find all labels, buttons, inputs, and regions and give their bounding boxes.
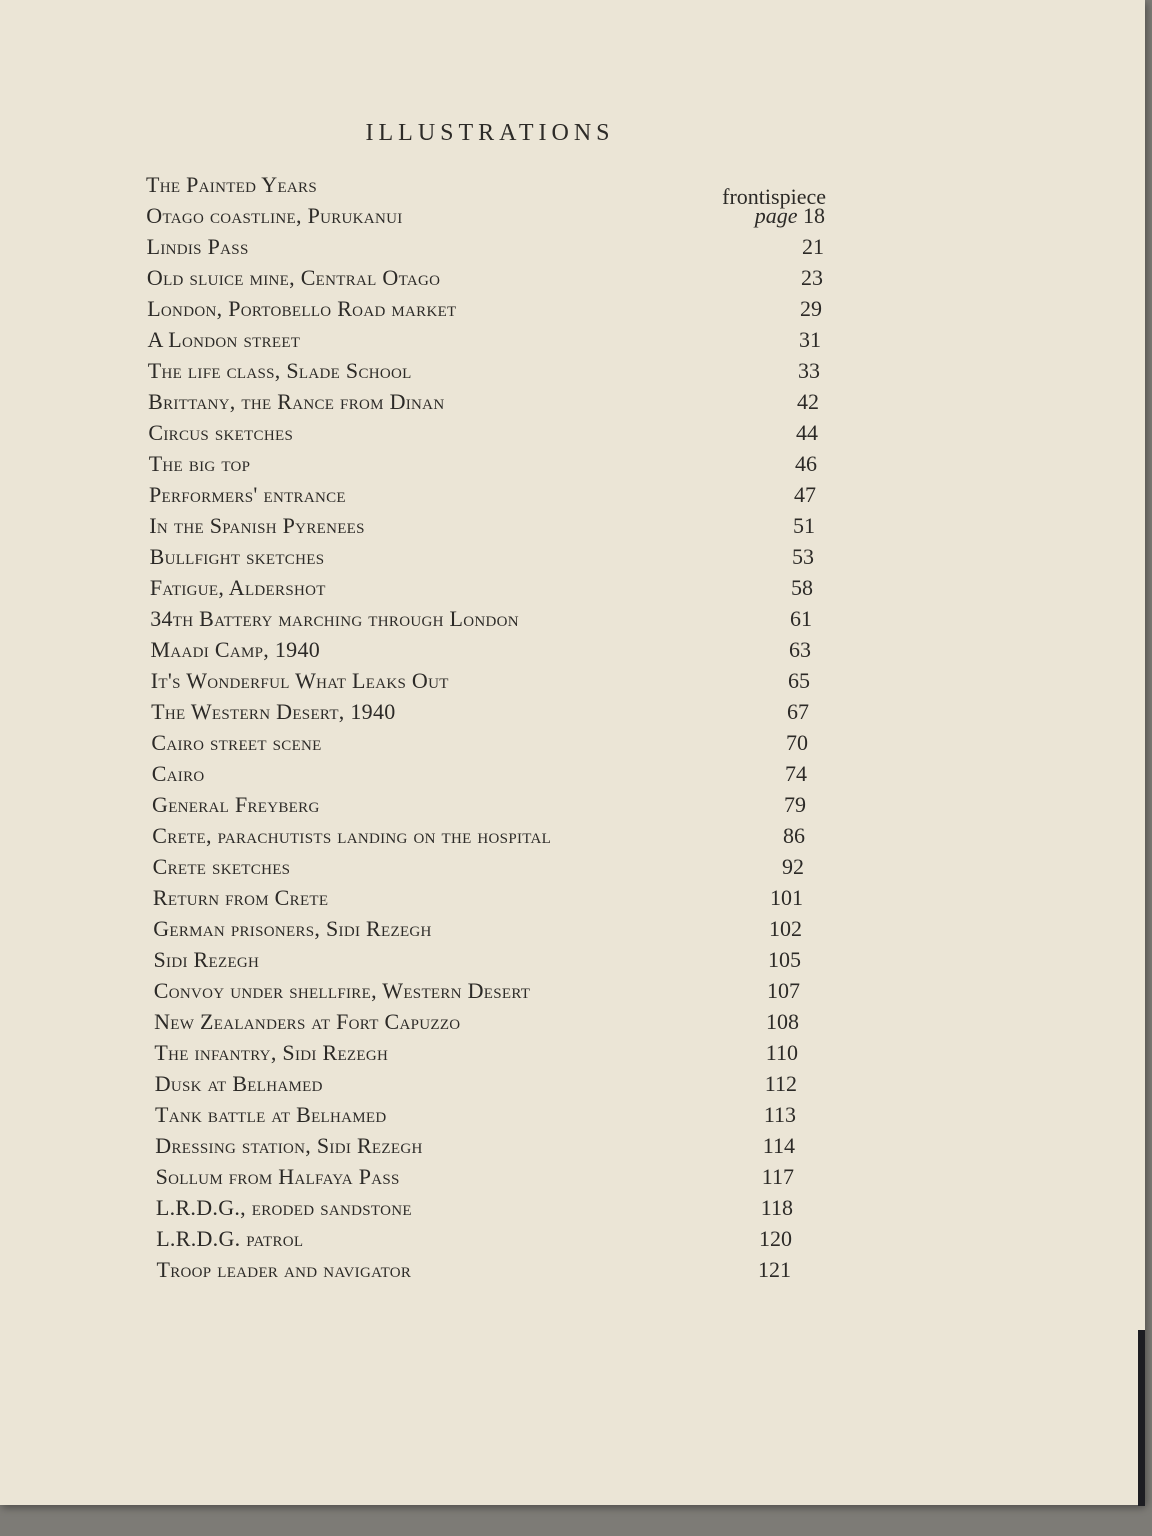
page-number: 86 bbox=[782, 823, 805, 848]
illustration-title: Crete, parachutists landing on the hospital bbox=[152, 823, 552, 848]
list-item bbox=[152, 792, 806, 822]
page-number: 47 bbox=[794, 482, 816, 507]
page-number: 113 bbox=[763, 1102, 796, 1127]
list-item bbox=[155, 1071, 797, 1101]
illustration-title: The big top bbox=[148, 451, 251, 476]
page-number: 107 bbox=[766, 978, 800, 1003]
page-number: 102 bbox=[768, 916, 802, 941]
illustration-title: Circus sketches bbox=[148, 420, 294, 445]
page-number: frontispiece bbox=[722, 184, 826, 209]
page-number: 63 bbox=[789, 637, 811, 662]
illustration-title: It's Wonderful What Leaks Out bbox=[150, 668, 449, 693]
page-number: 21 bbox=[801, 234, 824, 259]
list-item bbox=[154, 1009, 799, 1039]
list-item bbox=[146, 203, 825, 233]
page-number: 121 bbox=[758, 1257, 791, 1282]
illustration-title: New Zealanders at Fort Capuzzo bbox=[154, 1009, 461, 1034]
illustration-title: Cairo bbox=[151, 761, 205, 786]
illustration-title: London, Portobello Road market bbox=[147, 296, 457, 321]
illustration-title: 34th Battery marching through London bbox=[150, 606, 519, 631]
list-item bbox=[150, 575, 813, 605]
illustration-title: Sidi Rezegh bbox=[153, 947, 260, 972]
list-item bbox=[151, 730, 808, 760]
illustration-title: Tank battle at Belhamed bbox=[155, 1102, 387, 1127]
page-number: 114 bbox=[762, 1133, 795, 1158]
page-number: 117 bbox=[761, 1164, 794, 1189]
page-number: 105 bbox=[768, 947, 801, 972]
illustration-title: L.R.D.G. patrol bbox=[156, 1226, 304, 1251]
illustration-title: In the Spanish Pyrenees bbox=[149, 513, 365, 538]
page-number: 101 bbox=[769, 885, 803, 910]
page-number: 79 bbox=[784, 792, 806, 817]
illustration-title: Old sluice mine, Central Otago bbox=[146, 265, 441, 290]
list-item bbox=[152, 761, 807, 791]
page-number: 31 bbox=[799, 327, 821, 352]
list-item bbox=[150, 544, 814, 574]
list-item bbox=[155, 1133, 795, 1163]
illustration-title: Fatigue, Aldershot bbox=[149, 575, 326, 600]
page-number: 112 bbox=[764, 1071, 797, 1096]
illustration-title: Dusk at Belhamed bbox=[154, 1071, 323, 1096]
illustration-title: Crete sketches bbox=[152, 854, 291, 879]
page-number: 23 bbox=[800, 265, 823, 290]
page-number: 110 bbox=[765, 1040, 798, 1065]
illustration-title: Troop leader and navigator bbox=[156, 1257, 412, 1282]
list-item bbox=[147, 265, 823, 295]
page-number: 65 bbox=[787, 668, 810, 693]
list-item bbox=[153, 854, 804, 884]
illustration-title: L.R.D.G., eroded sandstone bbox=[155, 1195, 412, 1220]
cover-edge bbox=[1138, 1330, 1145, 1506]
list-item bbox=[154, 1040, 798, 1070]
page-number: 33 bbox=[797, 358, 820, 383]
illustration-title: German prisoners, Sidi Rezegh bbox=[153, 916, 432, 941]
page-number: 120 bbox=[758, 1226, 792, 1251]
illustration-title: The life class, Slade School bbox=[147, 358, 412, 383]
page-number: 51 bbox=[792, 513, 815, 538]
list-item bbox=[151, 699, 809, 729]
page-number: 44 bbox=[795, 420, 818, 445]
list-item bbox=[149, 451, 817, 481]
list-item bbox=[148, 420, 818, 450]
page-number: 92 bbox=[781, 854, 804, 879]
list-item bbox=[148, 358, 820, 388]
page-number: 53 bbox=[791, 544, 814, 569]
list-item bbox=[151, 668, 810, 698]
list-item bbox=[154, 978, 800, 1008]
list-item bbox=[152, 823, 805, 853]
list-item bbox=[150, 606, 812, 636]
list-item bbox=[148, 327, 822, 357]
list-item bbox=[149, 482, 816, 512]
illustration-title: Convoy under shellfire, Western Desert bbox=[153, 978, 531, 1003]
illustration-title: Sollum from Halfaya Pass bbox=[155, 1164, 400, 1189]
page-number: 70 bbox=[785, 730, 808, 755]
page-number: 108 bbox=[765, 1009, 799, 1034]
list-item bbox=[149, 513, 815, 543]
illustration-title: Otago coastline, Purukanui bbox=[146, 203, 403, 228]
illustration-title: Performers' entrance bbox=[149, 482, 346, 507]
page-number: 46 bbox=[794, 451, 817, 476]
list-item bbox=[156, 1226, 792, 1256]
illustration-title: Brittany, the Rance from Dinan bbox=[148, 389, 445, 414]
illustration-title: General Freyberg bbox=[152, 792, 320, 817]
page-number: 118 bbox=[760, 1195, 793, 1220]
list-item bbox=[153, 885, 803, 915]
page-number: 67 bbox=[786, 699, 809, 724]
list-item bbox=[156, 1164, 794, 1194]
illustration-title: The Painted Years bbox=[146, 172, 318, 197]
illustration-title: Bullfight sketches bbox=[149, 544, 325, 569]
illustration-title: Cairo street scene bbox=[151, 730, 322, 755]
list-item bbox=[151, 637, 812, 667]
illustration-title: A London street bbox=[147, 327, 301, 352]
list-item bbox=[148, 389, 819, 419]
illustration-title: The Western Desert, 1940 bbox=[151, 699, 396, 724]
list-item bbox=[154, 947, 802, 977]
page-number: 29 bbox=[799, 296, 822, 321]
list-item bbox=[147, 234, 824, 264]
page-number: 61 bbox=[789, 606, 812, 631]
illustration-title: Dressing station, Sidi Rezegh bbox=[155, 1133, 423, 1158]
list-item bbox=[147, 296, 822, 326]
list-item bbox=[156, 1195, 793, 1225]
list-item bbox=[155, 1102, 796, 1132]
illustration-title: The infantry, Sidi Rezegh bbox=[154, 1040, 389, 1065]
page-number: 42 bbox=[796, 389, 819, 414]
page-title: ILLUSTRATIONS bbox=[365, 120, 615, 146]
list-item bbox=[146, 172, 826, 209]
page-number: page 18 bbox=[754, 203, 825, 228]
illustration-title: Return from Crete bbox=[152, 885, 329, 910]
page-number: 58 bbox=[790, 575, 813, 600]
illustration-title: Lindis Pass bbox=[146, 234, 249, 259]
list-item bbox=[153, 916, 802, 946]
page-number: 74 bbox=[784, 761, 807, 786]
list-item bbox=[157, 1257, 792, 1287]
illustration-title: Maadi Camp, 1940 bbox=[150, 637, 321, 662]
